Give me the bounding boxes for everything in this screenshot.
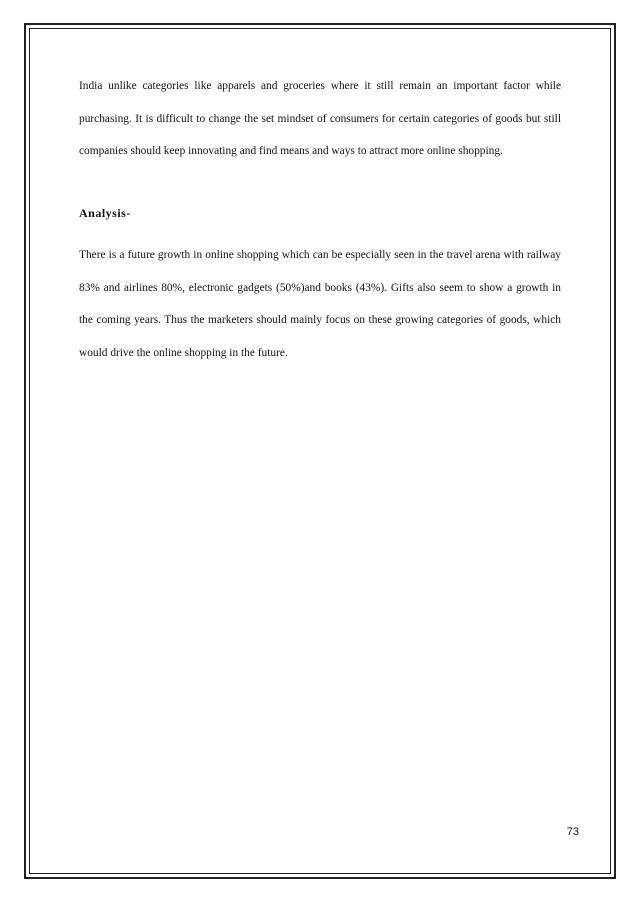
- body-paragraph-1: India unlike categories like apparels and groceries where it still remain an important factor while purchasing. It is difficult to change the set mindset of consumers for certain categories of goods but still companies should keep innovating and find means and ways to attract more online shopping.: [79, 80, 561, 157]
- section-heading: Analysis-: [79, 206, 131, 220]
- page-content: [79, 70, 561, 359]
- body-paragraph-2: There is a future growth in online shopping which can be especially seen in the travel arena with railway 83% and airlines 80%, electronic gadgets (50%)and books (43%). Gifts also seem to show a growth in the coming years. Thus the marketers should mainly focus on these growing categories of goods, which would drive the online shopping in the future.: [79, 249, 561, 359]
- page-number: 73: [566, 826, 579, 838]
